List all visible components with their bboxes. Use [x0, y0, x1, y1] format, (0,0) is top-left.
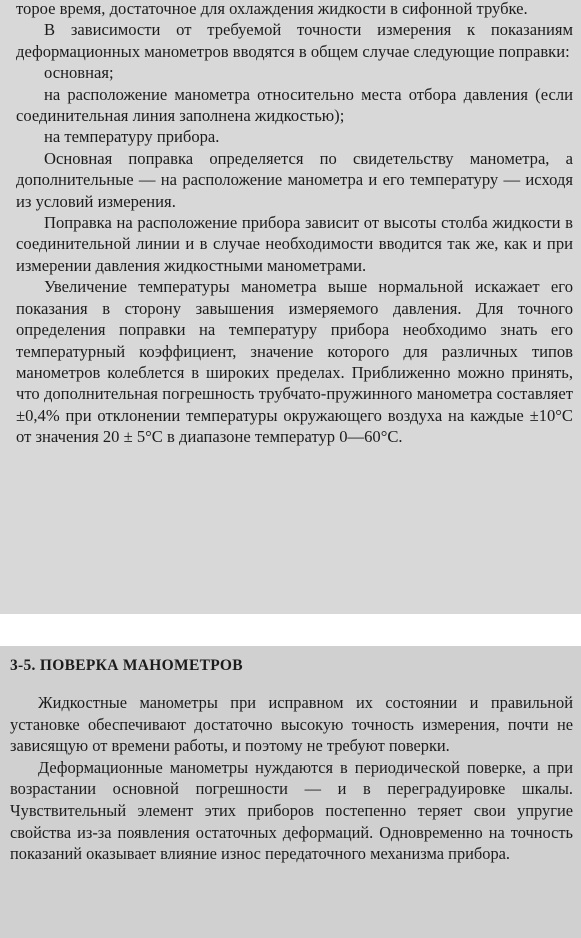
text-paragraph: торое время, достаточное для охлаждения жидкости в сифонной трубке. — [16, 0, 528, 18]
text-paragraph: Увеличение температуры манометра выше нормальной искажает его показания в сторону завышения измеряемого давления. Для точного определения поправки на температуру прибора необходимо знать его температурный коэффициент, значение которого для различных типов манометров колеблется в широких пределах. Приближенно можно принять, что дополнительная погрешность трубчато-пружинного манометра составляет ±0,4% при отклонении температуры окружающего воздуха на каждые ±10°C от значения 20 ± 5°C в диапазоне температур 0—60°C. — [16, 277, 573, 447]
section-heading: 3-5. ПОВЕРКА МАНОМЕТРОВ — [10, 657, 243, 674]
text-paragraph: В зависимости от требуемой точности измерения к показаниям деформационных манометров вводятся в общем случае следующие поправки: — [16, 20, 573, 61]
text-paragraph: Поправка на расположение прибора зависит от высоты столба жидкости в соединительной линии и в случае необходимости вводится так же, как и при измерении давления жидкостными манометрами. — [16, 213, 573, 275]
scan-bottom-block — [0, 646, 581, 938]
page-gap — [0, 614, 581, 646]
text-paragraph: Основная поправка определяется по свидетельству манометра, а дополнительные — на расположение манометра и его температуру — исходя из условий измерения. — [16, 148, 573, 211]
list-item: на расположение манометра относительно места отбора давления (если соединительная линия заполнена жидкостью); — [16, 84, 573, 126]
list-item: основная; — [44, 63, 114, 83]
text-paragraph: Деформационные манометры нуждаются в периодической поверке, а при возрастании основной погрешности — и в переградуировке шкалы. Чувствительный элемент этих приборов постепенно теряет свои упругие свойства из-за появления остаточных деформаций. Одновременно на точность показаний оказывает влияние износ передаточного механизма прибора. — [10, 757, 573, 864]
text-paragraph: Жидкостные манометры при исправном их состоянии и правильной установке обеспечивают достаточно высокую точность измерения, почти не зависящую от времени работы, и поэтому не требуют поверки. — [10, 693, 573, 756]
list-item: на температуру прибора. — [44, 127, 220, 147]
